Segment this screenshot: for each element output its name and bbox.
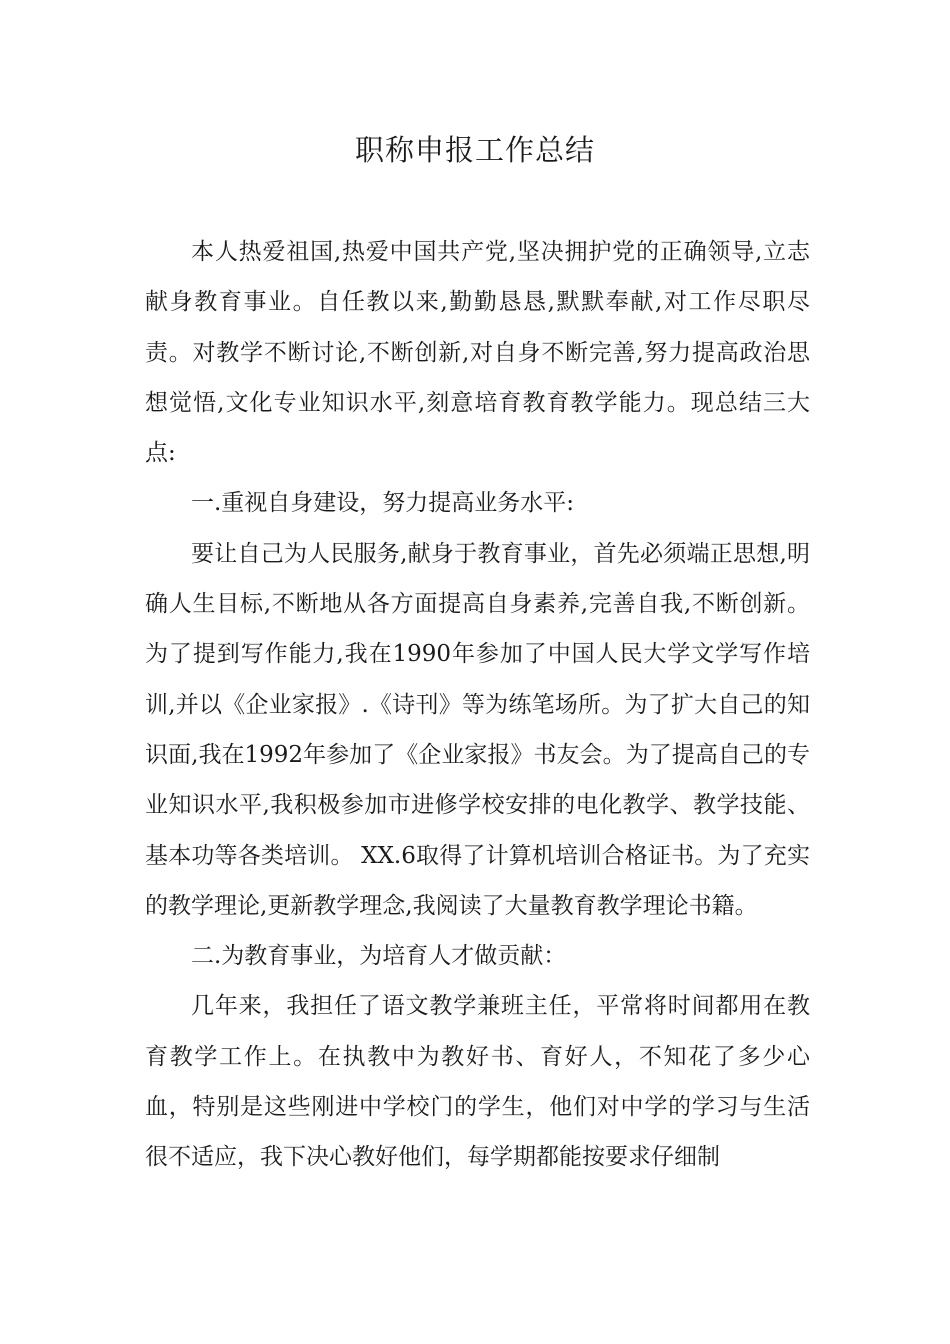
paragraph-heading-1: 一.重视自身建设，努力提高业务水平: xyxy=(191,490,575,517)
paragraph-intro: 本人热爱祖国,热爱中国共产党,坚决拥护党的正确领导,立志献身教育事业。自任教以来,勤勤恳恳,默默奉献,对工作尽职尽责。对教学不断讨论,不断创新,对自身不断完善,努力提高政治思想觉悟,文化专业知识水平,刻意培育教育教学能力。现总结三大点: xyxy=(145,239,810,467)
paragraph-teaching-work: 几年来，我担任了语文教学兼班主任，平常将时间都用在教育教学工作上。在执教中为教好书、育好人，不知花了多少心血，特别是这些刚进中学校门的学生，他们对中学的学习与生活很不适应，我下决心教好他们，每学期都能按要求仔细制 xyxy=(145,993,810,1171)
document-body xyxy=(145,227,810,1183)
document-title: 职称申报工作总结 xyxy=(354,133,595,167)
paragraph-self-development: 要让自己为人民服务,献身于教育事业，首先必须端正思想,明确人生目标,不断地从各方面提高自身素养,完善自我,不断创新。为了提到写作能力,我在1990年参加了中国人民大学文学写作培训,并以《企业家报》.《诗刊》等为练笔场所。为了扩大自己的知识面,我在1992年参加了《企业家报》书友会。为了提高自己的专业知识水平,我积极参加市进修学校安排的电化教学、教学技能、基本功等各类培训。 XX.6取得了计算机培训合格证书。为了充实的教学理论,更新教学理念,我阅读了大量教育教学理论书籍。 xyxy=(145,540,810,919)
paragraph-heading-2: 二.为教育事业，为培育人才做贡献： xyxy=(191,943,567,970)
